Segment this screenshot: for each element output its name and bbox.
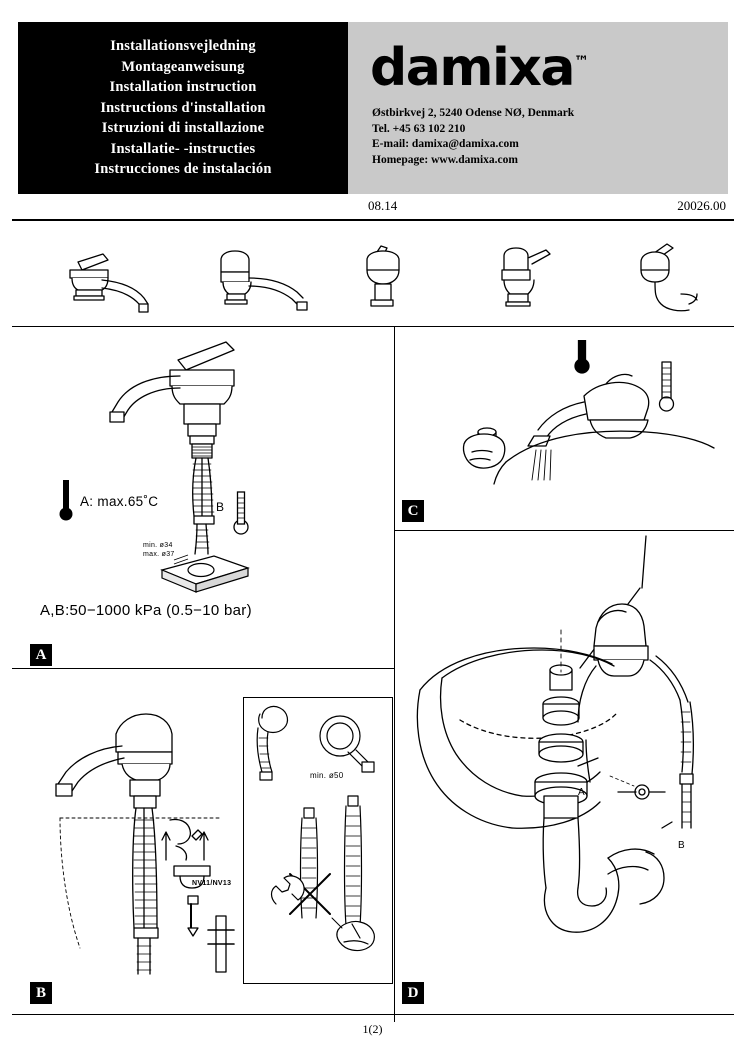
panel-c-illustration	[410, 340, 720, 520]
panel-a-label: A	[30, 644, 52, 666]
section-rule-top	[12, 326, 734, 327]
brand-logo	[370, 38, 589, 98]
panel-a-divider	[12, 668, 394, 669]
panel-d-label: D	[402, 982, 424, 1004]
footer-rule	[12, 1014, 734, 1015]
trademark-symbol: ™	[573, 52, 589, 71]
document-number: 20026.00	[677, 198, 726, 213]
hole-note-min: min. ø34	[143, 542, 173, 549]
panel-a-marker-b: B	[216, 500, 225, 514]
panel-b-detail-box	[243, 697, 393, 984]
title-line-it: Istruzioni di installazione	[101, 120, 265, 137]
panel-d-marker-b: B	[678, 840, 685, 851]
revision-date: 08.14	[368, 198, 398, 213]
panel-a-pressure-note: A,B:50−1000 kPa (0.5−10 bar)	[40, 602, 252, 619]
panel-b-illustration	[30, 700, 240, 990]
company-address	[372, 106, 728, 168]
thermometer-hot-icon	[232, 490, 250, 536]
title-line-de: Montageanweisung	[121, 58, 245, 75]
panel-c-label: C	[402, 500, 424, 522]
title-line-fr: Instructions d'installation	[100, 99, 266, 116]
header-rule	[12, 219, 734, 221]
panel-b-label: B	[30, 982, 52, 1004]
product-variants-row	[18, 238, 728, 320]
panel-b-tool-label: NV11/NV13	[192, 880, 232, 887]
title-line-es: Instrucciones de instalación	[94, 161, 272, 178]
address-line-1: Østbirkvej 2, 5240 Odense NØ, Denmark	[372, 107, 575, 119]
page-number: 1(2)	[362, 1022, 383, 1036]
title-block	[18, 22, 348, 194]
brand-block	[348, 22, 728, 194]
title-line-en: Installation instruction	[109, 79, 257, 96]
panel-a-temp-note: A: max.65˚C	[80, 494, 159, 509]
hole-note-max: max. ø37	[143, 551, 175, 558]
document-meta	[18, 198, 728, 220]
panel-d-marker-a: A	[578, 787, 585, 798]
address-line-3: E-mail: damixa@damixa.com	[372, 138, 519, 150]
address-line-2: Tel. +45 63 102 210	[372, 122, 466, 135]
column-divider	[394, 327, 395, 1022]
document-header	[18, 22, 728, 194]
brand-name: damixa	[370, 38, 574, 98]
panel-b-hose-note: min. ø50	[310, 771, 344, 780]
title-line-nl: Installatie- -instructies	[110, 140, 256, 157]
thermometer-cold-icon	[58, 478, 74, 522]
title-line-da: Installationsvejledning	[110, 38, 256, 55]
address-line-4: Homepage: www.damixa.com	[372, 153, 518, 166]
panel-d-illustration	[400, 530, 735, 1010]
